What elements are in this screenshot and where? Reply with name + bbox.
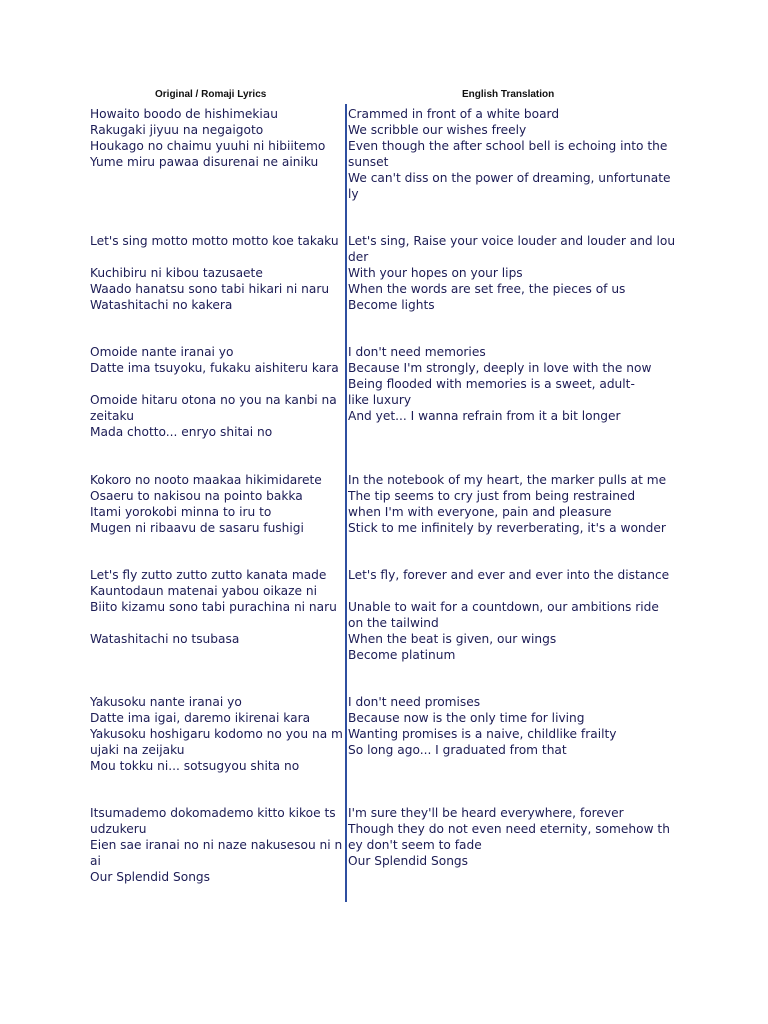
translation-line: Unable to wait for a countdown, our ambitions ride <box>348 600 659 614</box>
translation-line: The tip seems to cry just from being restrained <box>348 489 636 503</box>
translation-line: der <box>348 250 369 264</box>
lyric-line: Itsumademo dokomademo kitto kikoe ts <box>90 806 336 820</box>
translation-line: Become platinum <box>348 648 456 662</box>
translation-line: on the tailwind <box>348 616 439 630</box>
column-divider <box>345 104 347 902</box>
lyric-line: Kauntodaun matenai yabou oikaze ni <box>90 584 318 598</box>
translation-line: Because I'm strongly, deeply in love with the now <box>348 361 652 375</box>
translation-line: So long ago... I graduated from that <box>348 743 567 757</box>
lyric-line: Kuchibiru ni kibou tazusaete <box>90 266 263 280</box>
lyric-line: Watashitachi no kakera <box>90 298 233 312</box>
translation-line: Become lights <box>348 298 435 312</box>
lyric-line: zeitaku <box>90 409 134 423</box>
translation-line: I don't need promises <box>348 695 481 709</box>
lyric-line: Houkago no chaimu yuuhi ni hibiitemo <box>90 139 326 153</box>
translation-line: when I'm with everyone, pain and pleasure <box>348 505 612 519</box>
lyric-line: Itami yorokobi minna to iru to <box>90 505 272 519</box>
translation-line: Though they do not even need eternity, somehow th <box>348 822 670 836</box>
lyric-line: Eien sae iranai no ni naze nakusesou ni n <box>90 838 343 852</box>
translation-line: Our Splendid Songs <box>348 854 469 868</box>
translation-line: And yet... I wanna refrain from it a bit longer <box>348 409 621 423</box>
lyric-line: Let's fly zutto zutto zutto kanata made <box>90 568 327 582</box>
translation-line: Let's sing, Raise your voice louder and louder and lou <box>348 234 676 248</box>
lyric-line: Datte ima tsuyoku, fukaku aishiteru kara <box>90 361 339 375</box>
translation-line: Crammed in front of a white board <box>348 107 560 121</box>
header-original: Original / Romaji Lyrics <box>155 89 267 100</box>
translation-line: In the notebook of my heart, the marker pulls at me <box>348 473 667 487</box>
lyric-line: Rakugaki jiyuu na negaigoto <box>90 123 264 137</box>
translation-line: I'm sure they'll be heard everywhere, forever <box>348 806 624 820</box>
translation-line: We can't diss on the power of dreaming, unfortunate <box>348 171 671 185</box>
lyric-line: Kokoro no nooto maakaa hikimidarete <box>90 473 322 487</box>
translation-line: We scribble our wishes freely <box>348 123 527 137</box>
translation-line: sunset <box>348 155 389 169</box>
translation-line: ey don't seem to fade <box>348 838 482 852</box>
translation-line: When the words are set free, the pieces of us <box>348 282 626 296</box>
lyric-line: Mou tokku ni... sotsugyou shita no <box>90 759 300 773</box>
lyric-line: Mugen ni ribaavu de sasaru fushigi <box>90 521 304 535</box>
translation-line: Because now is the only time for living <box>348 711 585 725</box>
lyric-line: Datte ima igai, daremo ikirenai kara <box>90 711 311 725</box>
translation-line: With your hopes on your lips <box>348 266 523 280</box>
lyric-line: Mada chotto... enryo shitai no <box>90 425 273 439</box>
lyric-line: ujaki na zeijaku <box>90 743 185 757</box>
translation-line: Even though the after school bell is echoing into the <box>348 139 668 153</box>
lyric-line: Yakusoku nante iranai yo <box>90 695 242 709</box>
lyric-line: Biito kizamu sono tabi purachina ni naru <box>90 600 337 614</box>
lyric-line: Omoide nante iranai yo <box>90 345 234 359</box>
lyric-line: Our Splendid Songs <box>90 870 211 884</box>
lyric-line: Osaeru to nakisou na pointo bakka <box>90 489 303 503</box>
translation-line: like luxury <box>348 393 412 407</box>
translation-line: ly <box>348 187 359 201</box>
header-translation: English Translation <box>462 89 555 100</box>
translation-line: Let's fly, forever and ever and ever into the distance <box>348 568 670 582</box>
translation-line: I don't need memories <box>348 345 486 359</box>
lyric-line: Let's sing motto motto motto koe takaku <box>90 234 339 248</box>
translation-line: Being flooded with memories is a sweet, adult- <box>348 377 635 391</box>
lyric-line: Yume miru pawaa disurenai ne ainiku <box>90 155 319 169</box>
lyric-line: Howaito boodo de hishimekiau <box>90 107 278 121</box>
lyric-line: ai <box>90 854 101 868</box>
translation-line: When the beat is given, our wings <box>348 632 557 646</box>
lyric-line: Watashitachi no tsubasa <box>90 632 240 646</box>
translation-line: Stick to me infinitely by reverberating, it's a wonder <box>348 521 666 535</box>
lyric-line: Omoide hitaru otona no you na kanbi na <box>90 393 337 407</box>
lyric-line: udzukeru <box>90 822 147 836</box>
translation-line: Wanting promises is a naive, childlike frailty <box>348 727 617 741</box>
lyric-line: Waado hanatsu sono tabi hikari ni naru <box>90 282 330 296</box>
lyric-line: Yakusoku hoshigaru kodomo no you na m <box>90 727 343 741</box>
